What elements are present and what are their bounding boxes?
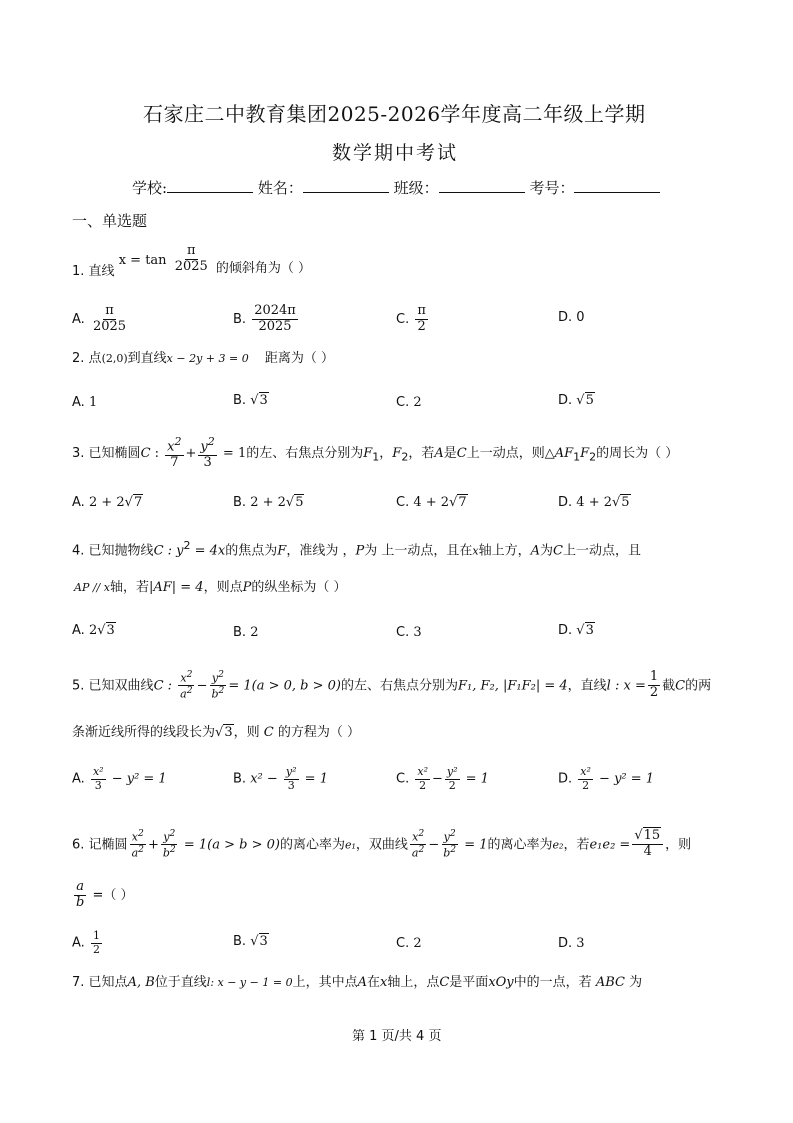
option-label: A.	[72, 395, 85, 410]
frac-num: x²	[580, 765, 591, 778]
q7-number: 7.	[72, 975, 85, 990]
frac-num: x²	[92, 765, 104, 778]
q7-text: 上，其中点	[292, 975, 358, 990]
q6-text: 的离心率为	[279, 837, 345, 853]
option-prefix: 2 + 2	[250, 495, 286, 510]
q5-text: 条渐近线所得的线段长为	[72, 725, 216, 740]
q7-text: 中的一点，若	[513, 975, 592, 990]
q2-option-b: B. √3	[233, 393, 268, 408]
option-value: 0	[576, 310, 585, 325]
question-6-line-1: 6. 记椭圆 $\frac{x^2}{a^2}$ + $\frac{y^2}{b^2}$ = 1(a > b > 0)的离心率为e₁，双曲线 $\frac{x^2}{a^2}$ − $\frac{y^2}{b^2}$ = 1的离心率为e₂，若e₁e₂ = $\frac{√15}{4}$ ，则	[72, 828, 692, 860]
q1-text-pre: 直线	[88, 263, 115, 279]
q1-option-b	[233, 304, 300, 335]
frac-den: 2025	[258, 318, 292, 334]
sqrt-radicand: 7	[133, 495, 143, 510]
option-label: C.	[396, 771, 410, 787]
q7-text: 已知点	[88, 975, 128, 990]
q5-option-a	[72, 766, 167, 792]
frac-den: 2	[448, 778, 456, 792]
q7-ab: A, B	[127, 975, 155, 990]
q4-text: 已知抛物线	[88, 543, 154, 559]
q5-curve: C :	[153, 678, 173, 694]
name-blank	[303, 177, 389, 193]
q3-text-6: 的周长为（ ）	[596, 446, 679, 462]
option-rest: − y² = 1	[594, 771, 655, 787]
q5-option-c: C. $\frac{\text{x²}}{2}$ − $\frac{\text{y²}}{2}$ = 1	[396, 765, 489, 792]
option-prefix: x² −	[250, 771, 282, 787]
sqrt-radicand: 3	[106, 623, 115, 638]
sqrt-radicand: 3	[259, 393, 268, 408]
q2-number: 2.	[72, 351, 85, 366]
option-label: A.	[72, 495, 85, 510]
option-label: C.	[396, 936, 410, 951]
q4-abs: |AF| = 4	[148, 580, 204, 595]
q7-text: 为	[629, 975, 643, 990]
q4-curve: C : y	[153, 543, 184, 559]
q4-p: P	[355, 543, 365, 559]
exam-number-blank	[574, 177, 660, 193]
frac-den: 2	[92, 942, 100, 956]
q1-number: 1.	[72, 263, 85, 279]
q3-c: C	[456, 446, 467, 462]
q2-line: x − 2y + 3 = 0	[166, 352, 249, 365]
option-value: 3	[413, 625, 422, 640]
q3-option-a: A. 2 + 2√7	[72, 495, 143, 510]
frac-num: π	[417, 303, 426, 318]
option-prefix: 4 + 2	[413, 495, 450, 510]
q3-den1: 7	[170, 455, 179, 471]
q6-product: e₁e₂ =	[589, 837, 631, 853]
q5-cond: = 1(a > 0, b > 0)	[228, 678, 341, 694]
q2-text-a: 点	[88, 351, 102, 366]
q1-option-a	[72, 304, 130, 335]
option-label: A.	[72, 311, 85, 327]
q5-foci: F₁, F₂, |F₁F₂| = 4	[458, 678, 568, 694]
q2-option-d: D. √5	[558, 393, 594, 408]
q5-text: ，直线	[567, 678, 607, 694]
option-label: C.	[396, 395, 410, 410]
option-label: B.	[233, 495, 247, 510]
question-4-line-1: 4. 已知抛物线C : $y^2 = 4x$的焦点为F，准线为 ，P为 上一动点，且在x轴上方，A为C上一动点，且	[72, 539, 641, 559]
class-blank	[439, 177, 525, 193]
q4-option-d: D. √3	[558, 623, 594, 638]
option-label: D.	[558, 393, 573, 408]
q6-ellipse-cond: = 1(a > b > 0)	[179, 837, 280, 853]
q3-text-3: ，若	[408, 446, 435, 462]
q3-option-d: D. 4 + 2√5	[558, 495, 630, 510]
q1-eq-den: 2025	[174, 258, 208, 274]
q4-p: P	[242, 580, 252, 595]
q3-text-5: 上一动点，则	[466, 446, 545, 462]
option-rest: = 1	[461, 771, 489, 787]
option-value: 2	[413, 936, 422, 951]
option-label: D.	[558, 623, 573, 638]
q7-text: 是平面	[449, 975, 489, 990]
option-rest: = 1	[300, 771, 328, 787]
class-label: 班级：	[393, 179, 439, 197]
exam-title: 石家庄二中教育集团2025-2026学年度高二年级上学期	[143, 102, 646, 126]
option-label: D.	[558, 310, 573, 325]
frac-num: x²	[417, 765, 428, 778]
q4-option-b	[233, 625, 258, 640]
q4-a: A	[530, 543, 540, 559]
q5-text: 的方程为（ ）	[277, 725, 360, 740]
q6-hyp-eq: = 1	[460, 837, 488, 853]
frac-den: 2025	[92, 318, 127, 334]
q4-parallel: AP // x	[74, 581, 110, 594]
school-label: 学校:	[132, 179, 168, 197]
question-1	[72, 243, 312, 279]
option-label: A.	[72, 623, 85, 638]
q3-number: 3.	[72, 446, 85, 462]
q4-c: C	[552, 543, 563, 559]
option-value: 1	[88, 395, 98, 410]
option-label: D.	[558, 495, 573, 510]
q4-text: 轴，若	[109, 580, 149, 595]
option-label: D.	[558, 771, 573, 787]
q3-curve-name: C	[140, 446, 151, 462]
q6-text: 的离心率为	[487, 837, 553, 853]
q4-option-c	[396, 625, 422, 640]
option-value: 2	[413, 395, 422, 410]
q5-c: C	[263, 725, 274, 740]
q3-eq: = 1	[218, 446, 247, 462]
q4-number: 4.	[72, 543, 85, 559]
q6-text: =（ ）	[88, 887, 134, 903]
q3-text-1: 已知椭圆	[88, 446, 141, 462]
section-heading: 一、单选题	[72, 212, 148, 230]
sqrt-radicand: 5	[295, 495, 304, 510]
sqrt-radicand: 5	[621, 495, 630, 510]
question-6-line-2	[72, 880, 134, 911]
option-value: 3	[576, 936, 585, 951]
option-label: A.	[72, 771, 85, 787]
q3-option-b: B. 2 + 2√5	[233, 495, 304, 510]
question-3: 3. 已知椭圆C : $\frac{x^2}{7}$ + $\frac{y^2}{3}$ = 1的左、右焦点分别为$F_1$，$F_2$，若A是C上一动点，则$\triangle AF_1F_2$的周长为（ ）	[72, 435, 679, 471]
option-label: C.	[396, 311, 410, 327]
q2-option-c	[396, 395, 422, 410]
q7-text: 在	[366, 975, 380, 990]
q4-option-a: A. 2√3	[72, 623, 115, 638]
q4-text: 的纵坐标为（ ）	[251, 580, 347, 595]
question-7	[72, 976, 642, 989]
q7-text: 轴上，点	[387, 975, 440, 990]
option-label: B.	[233, 311, 247, 327]
q6-e1: e₁	[344, 838, 356, 852]
q4-x: x	[472, 544, 479, 558]
q7-c: C	[439, 975, 450, 990]
option-label: B.	[233, 771, 247, 787]
q1-eq-num: π	[186, 243, 196, 258]
option-label: B.	[233, 393, 247, 408]
q7-triangle: ABC	[595, 975, 625, 990]
frac-num: a	[76, 879, 85, 894]
option-prefix: 4 + 2	[576, 495, 612, 510]
q3-a: A	[434, 446, 444, 462]
q2-text-c: 距离为（ ）	[264, 351, 334, 366]
q4-text: 为	[539, 543, 553, 559]
q6-number: 6.	[72, 837, 85, 853]
q1-eq-lhs: x = tan	[118, 253, 167, 268]
sqrt-radicand: 3	[224, 725, 233, 740]
q5-option-b	[233, 766, 328, 792]
q6-text: 记椭圆	[88, 837, 128, 853]
info-row	[132, 177, 660, 198]
option-rest: − y² = 1	[107, 771, 167, 787]
q4-f: F	[277, 543, 287, 559]
q4-text: 的焦点为	[225, 543, 278, 559]
sqrt-radicand: 15	[643, 828, 661, 844]
q5-c: C	[675, 678, 686, 694]
frac-num: 1	[649, 669, 659, 685]
q1-option-d	[558, 310, 585, 325]
option-label: B.	[233, 934, 247, 949]
frac-num: 2024π	[254, 303, 296, 318]
q7-text: 位于直线	[154, 975, 207, 990]
q5-text: 已知双曲线	[88, 678, 154, 694]
q4-curve-b: = 4x	[190, 543, 226, 559]
frac-den: 3	[94, 778, 102, 792]
option-label: C.	[396, 625, 410, 640]
q3-text-4: 是	[443, 446, 457, 462]
sqrt-radicand: 3	[259, 934, 268, 949]
q5-text: 的两	[685, 678, 712, 694]
q6-option-d	[558, 936, 585, 951]
question-5-line-1: 5. 已知双曲线C : $\frac{x^2}{a^2}$ − $\frac{y^2}{b^2}$ = 1(a > 0, b > 0)的左、右焦点分别为F₁, F₂, |F₁F₂| = 4，直线l : x = $\frac{1}{2}$ 截C的两	[72, 669, 712, 701]
q2-point: (2,0)	[101, 352, 128, 365]
q3-f2: F	[392, 446, 402, 462]
q5-number: 5.	[72, 678, 85, 694]
q3-sub1: 1	[372, 450, 380, 464]
q5-option-d	[558, 766, 654, 792]
sqrt-radicand: 3	[585, 623, 594, 638]
option-label: D.	[558, 936, 573, 951]
q7-line: l: x − y − 1 = 0	[206, 976, 293, 989]
q4-text: 上一动点，且	[562, 543, 641, 559]
name-label: 姓名：	[257, 179, 303, 197]
q6-option-b: B. √3	[233, 934, 268, 949]
q7-x: x	[379, 975, 388, 990]
sqrt-radicand: 5	[585, 393, 594, 408]
q6-option-a	[72, 930, 104, 956]
frac-num: π	[105, 303, 114, 318]
question-4-line-2	[74, 581, 347, 594]
frac-num: y²	[285, 765, 297, 778]
q7-plane: xOy	[488, 975, 514, 990]
frac-num: 1	[92, 929, 100, 942]
q6-text: ，若	[563, 837, 590, 853]
question-5-line-2: 条渐近线所得的线段长为√3，则 C 的方程为（ ）	[72, 725, 360, 740]
q3-sub2: 2	[401, 450, 409, 464]
q5-text: ，则	[233, 725, 260, 740]
option-label: C.	[396, 495, 410, 510]
frac-den: 2	[649, 685, 659, 701]
exam-subtitle: 数学期中考试	[332, 142, 459, 164]
q6-option-c	[396, 936, 422, 951]
school-blank	[167, 177, 253, 193]
q3-x: x	[167, 439, 175, 455]
q3-den2: 3	[203, 455, 212, 471]
frac-den: 4	[643, 844, 652, 860]
q3-triangle: △AF	[544, 446, 574, 462]
q2-option-a	[72, 395, 97, 410]
q4-text: 轴上方，	[478, 543, 531, 559]
question-2	[72, 352, 334, 365]
q3-text-2: 的左、右焦点分别为	[246, 446, 364, 462]
q5-line: l : x =	[606, 678, 646, 694]
frac-den: b	[76, 894, 85, 910]
option-prefix: 2 + 2	[88, 495, 125, 510]
option-label: B.	[233, 625, 247, 640]
option-prefix: 2	[88, 623, 98, 638]
page-footer: 第 1 页/共 4 页	[352, 1029, 442, 1044]
q1-option-c	[396, 304, 430, 335]
q1-text-post: 的倾斜角为（ ）	[215, 260, 312, 276]
q4-text: ，准线为 ，	[286, 543, 356, 559]
q6-e2: e₂	[552, 838, 564, 852]
option-value: 2	[250, 625, 259, 640]
q3-f1: F	[363, 446, 373, 462]
q4-text: 为 上一动点，且在	[364, 543, 473, 559]
q6-text: ，则	[665, 837, 692, 853]
frac-den: 2	[417, 318, 426, 334]
sqrt-radicand: 7	[458, 495, 467, 510]
frac-den: 2	[582, 778, 590, 792]
q5-text: 的左、右焦点分别为	[340, 678, 458, 694]
q6-text: ，双曲线	[355, 837, 408, 853]
q4-text: ，则点	[203, 580, 243, 595]
frac-den: 2	[419, 778, 427, 792]
option-label: A.	[72, 935, 85, 951]
q3-y: y	[200, 439, 208, 455]
frac-num: y²	[446, 765, 458, 778]
frac-den: 3	[287, 778, 295, 792]
q3-option-c: C. 4 + 2√7	[396, 495, 467, 510]
q3-colon: :	[150, 446, 164, 462]
exam-number-label: 考号：	[529, 179, 575, 197]
q7-a: A	[357, 975, 367, 990]
q2-text-b: 到直线	[127, 351, 167, 366]
q5-text: 截	[662, 678, 676, 694]
